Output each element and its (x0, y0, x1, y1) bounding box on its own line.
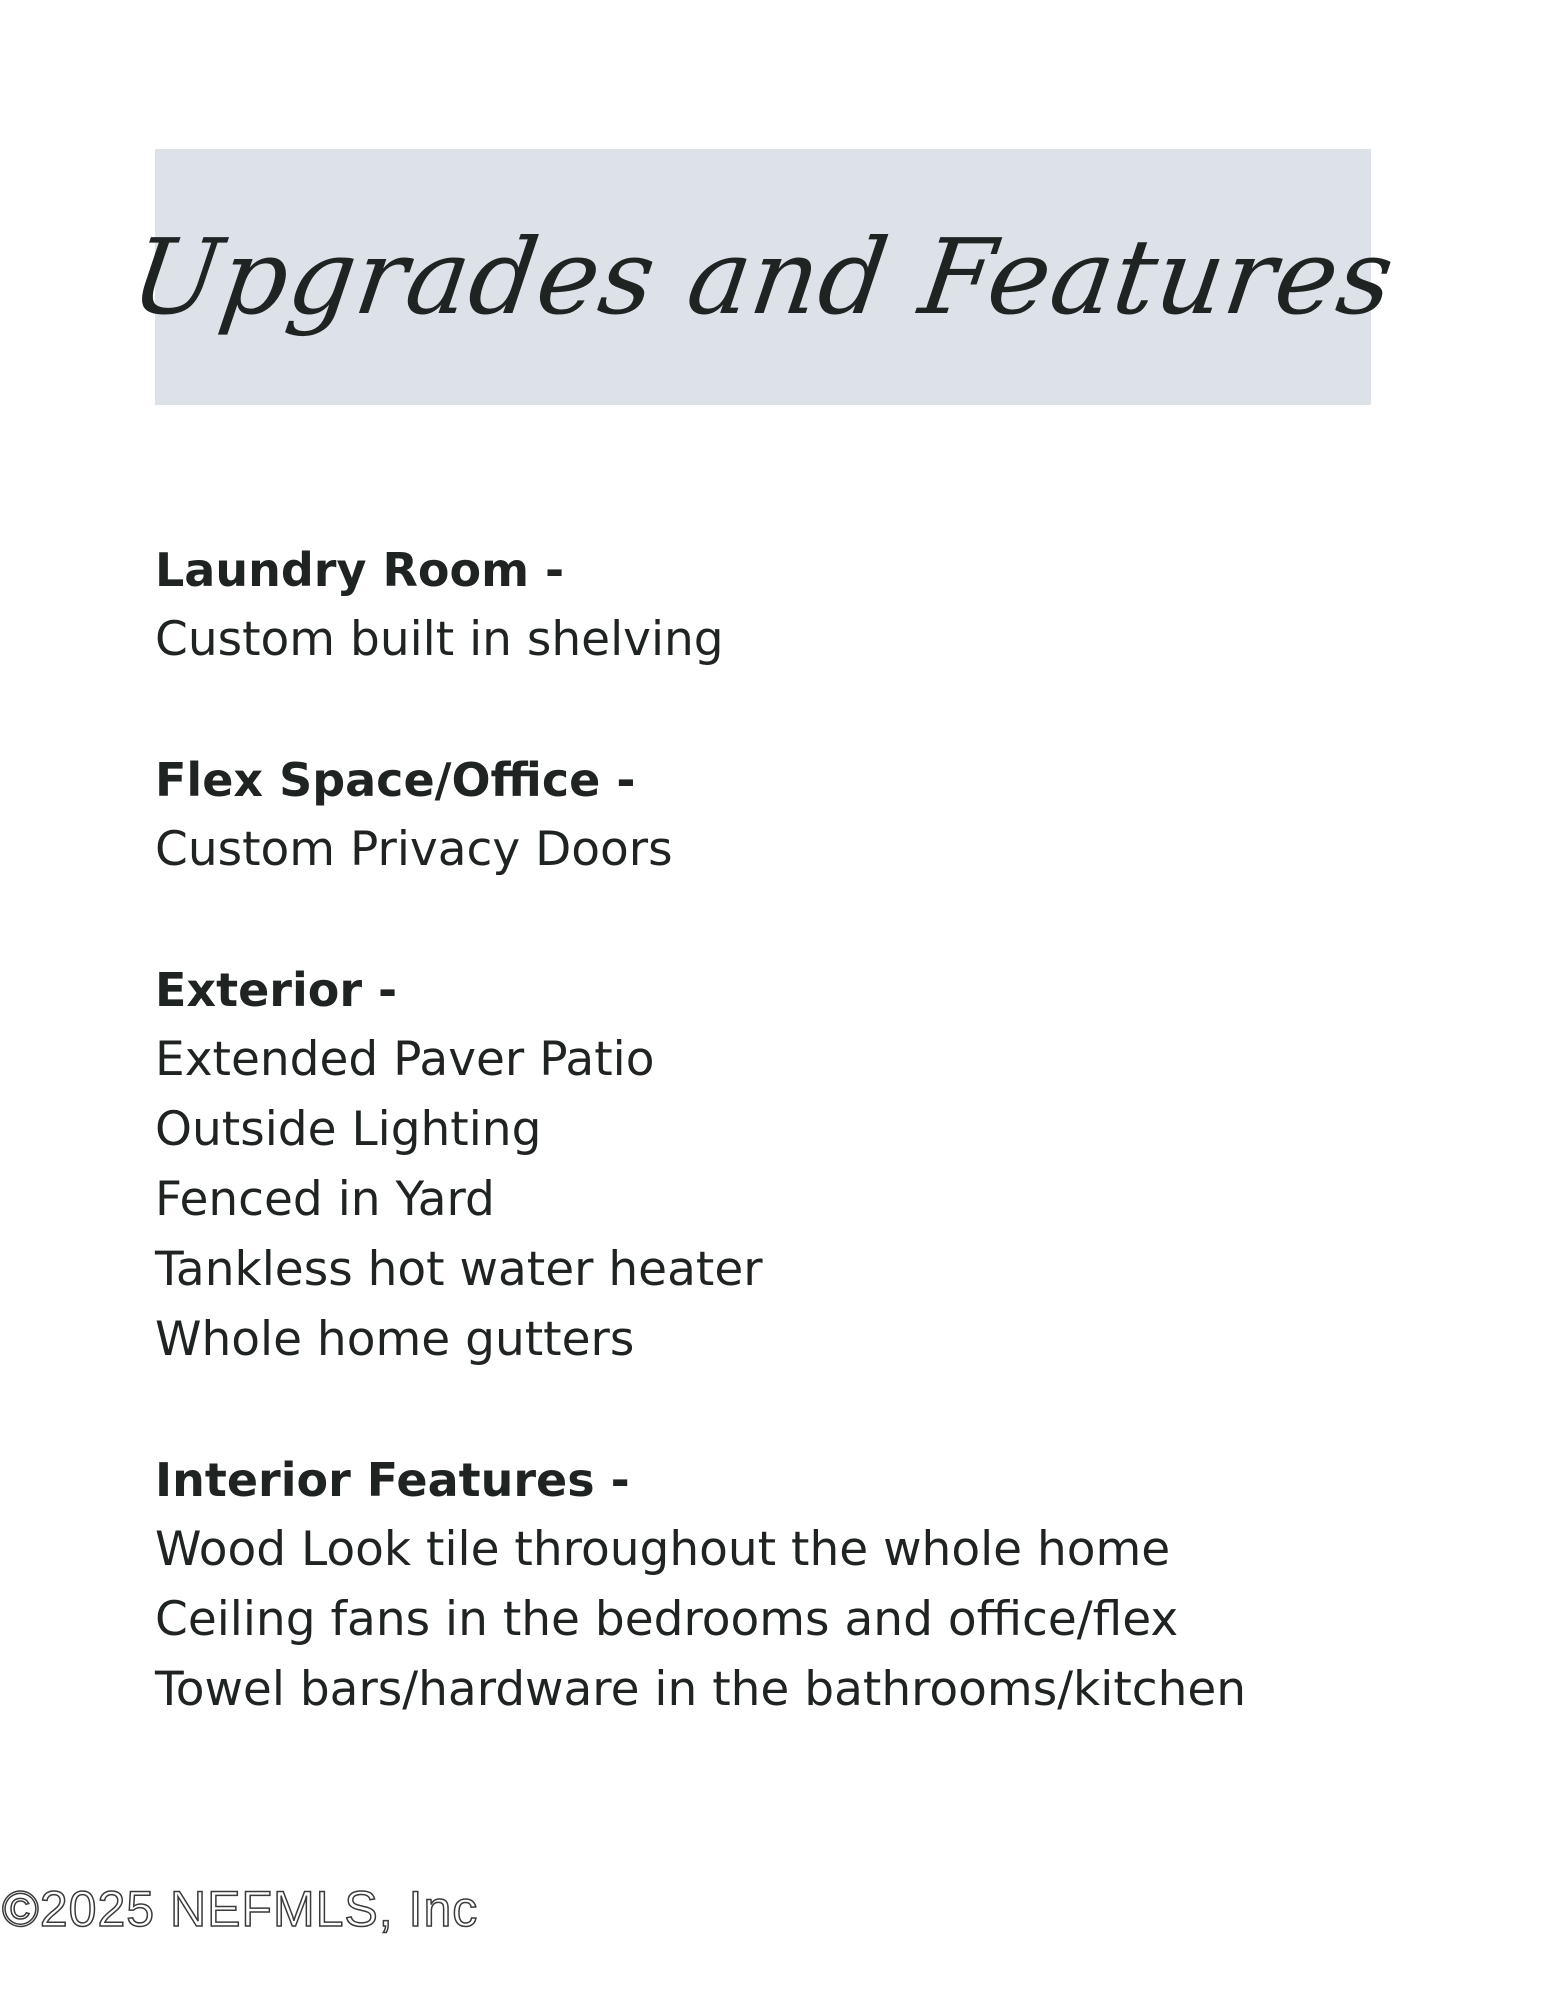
section-interior-features (155, 1445, 1405, 1725)
list-item: Outside Lighting (155, 1102, 542, 1157)
list-item: Custom built in shelving (155, 612, 724, 667)
title-banner (124, 149, 1402, 405)
list-item: Wood Look tile throughout the whole home (155, 1522, 1171, 1577)
list-item: Tankless hot water heater (155, 1242, 763, 1297)
list-item: Extended Paver Patio (155, 1032, 655, 1087)
copyright-watermark: ©2025 NEFMLS, Inc (2, 1881, 479, 1937)
section-heading: Flex Space/Office - (155, 753, 636, 807)
section-heading: Interior Features - (155, 1453, 630, 1507)
section-heading: Laundry Room - (155, 543, 565, 597)
list-item: Ceiling fans in the bedrooms and office/flex (155, 1592, 1179, 1647)
list-item: Towel bars/hardware in the bathrooms/kitchen (155, 1662, 1247, 1717)
page-title: Upgrades and Features (124, 216, 1402, 338)
list-item: Custom Privacy Doors (155, 822, 673, 877)
features-list (155, 535, 1405, 1795)
section-exterior (155, 955, 1405, 1375)
section-heading: Exterior - (155, 963, 398, 1017)
list-item: Fenced in Yard (155, 1172, 495, 1227)
section-flex-space-office (155, 745, 1405, 885)
list-item: Whole home gutters (155, 1312, 635, 1367)
section-laundry-room (155, 535, 1405, 675)
